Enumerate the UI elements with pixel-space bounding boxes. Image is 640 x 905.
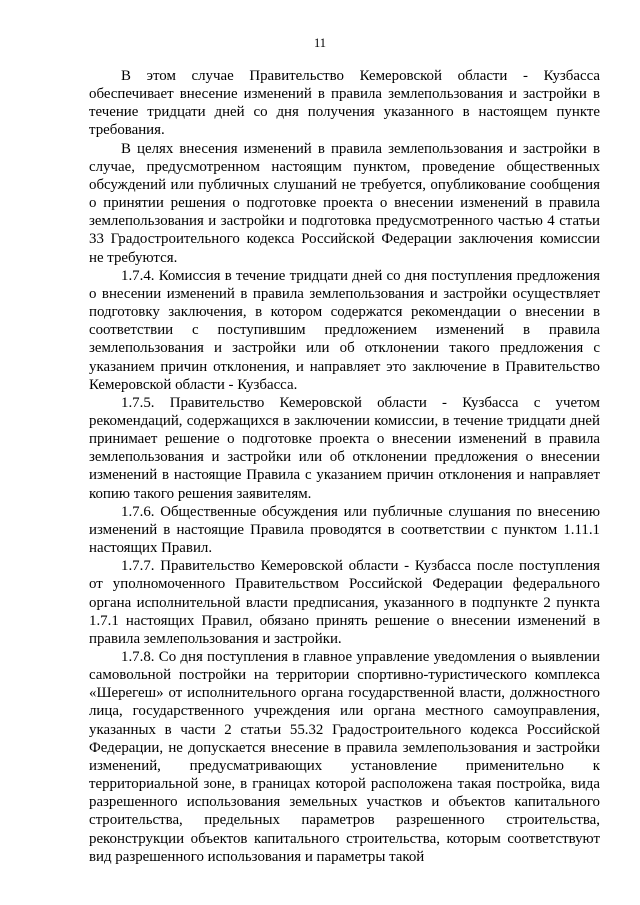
paragraph: 1.7.4. Комиссия в течение тридцати дней со дня поступления предложения о внесении изменений в правила землепользования и застройки осуществляет подготовку заключения, в котором содержатся рекомендации о внесении в соответствии с поступившим предложением изменений в правила землепользования и застройки или об отклонении такого предложения с указанием причин отклонения, и направляет это заключение в Правительство Кемеровской области - Кузбасса. [89,267,600,393]
paragraph: В целях внесения изменений в правила землепользования и застройки в случае, предусмотренном настоящим пунктом, проведение общественных обсуждений или публичных слушаний не требуется, опубликование сообщения о принятии решения о подготовке проекта о внесении изменений в правила землепользования и застройки и подготовка предусмотренного частью 4 статьи 33 Градостроительного кодекса Российской Федерации заключения комиссии не требуются. [89,140,600,266]
paragraph: В этом случае Правительство Кемеровской области - Кузбасса обеспечивает внесение изменений в правила землепользования и застройки в течение тридцати дней со дня получения указанного в настоящем пункте требования. [89,68,600,139]
paragraph: 1.7.5. Правительство Кемеровской области - Кузбасса с учетом рекомендаций, содержащихся в заключении комиссии, в течение тридцати дней принимает решение о подготовке проекта о внесении изменений в правила землепользования и застройки или об отклонении предложения о внесении изменений в настоящие Правила с указанием причин отклонения и направляет копию такого решения заявителям. [89,394,600,502]
paragraph: 1.7.6. Общественные обсуждения или публичные слушания по внесению изменений в настоящие Правила проводятся в соответствии с пунктом 1.11.1 настоящих Правил. [89,503,600,557]
page-number: 11 [313,36,327,50]
document-body [89,67,600,866]
paragraph: 1.7.7. Правительство Кемеровской области - Кузбасса после поступления от уполномоченного Правительством Российской Федерации федерального органа исполнительной власти предписания, указанного в подпункте 2 пункта 1.7.1 настоящих Правил, обязано принять решение о внесении изменений в правила землепользования и застройки. [89,558,600,647]
paragraph: 1.7.8. Со дня поступления в главное управление уведомления о выявлении самовольной постройки на территории спортивно-туристического комплекса «Шерегеш» от исполнительного органа государственной власти, должностного лица, государственного учреждения или органа местного самоуправления, указанных в части 2 статьи 55.32 Градостроительного кодекса Российской Федерации, не допускается внесение в правила землепользования и застройки изменений, предусматривающих установление применительно к территориальной зоне, в границах которой расположена такая постройка, вида разрешенного использования земельных участков и объектов капитального строительства, предельных параметров разрешенного строительства, реконструкции объектов капитального строительства, которым соответствуют вид разрешенного использования и параметры такой [89,649,600,865]
